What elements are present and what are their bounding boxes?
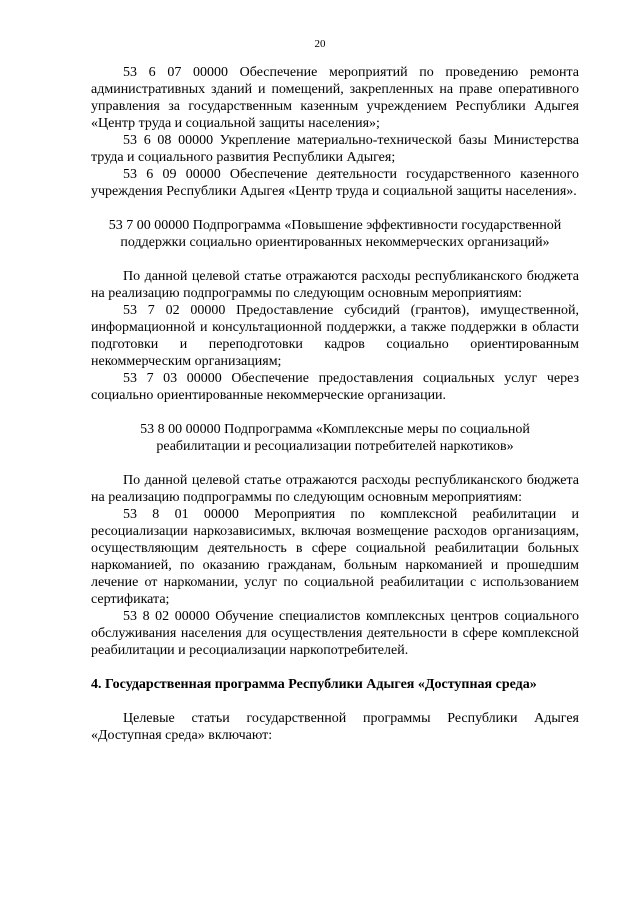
paragraph-item-53-6-07: 53 6 07 00000 Обеспечение мероприятий по проведению ремонта административных зданий и помещений, закрепленных на праве оперативного управления за государственным казенным учреждением Республики Адыгея «Центр труда и социальной защиты населения»;: [91, 65, 579, 131]
paragraph-intro-53-7: По данной целевой статье отражаются расходы республиканского бюджета на реализацию подпрограммы по следующим основным мероприятиям:: [91, 269, 579, 301]
subprogram-heading-53-7: 53 7 00 00000 Подпрограмма «Повышение эффективности государственной поддержки социально ориентированных некоммерческих организаций»: [108, 218, 562, 250]
subprogram-heading-53-8: 53 8 00 00000 Подпрограмма «Комплексные меры по социальной реабилитации и ресоциализации потребителей наркотиков»: [140, 422, 530, 454]
paragraph-item-53-8-02: 53 8 02 00000 Обучение специалистов комплексных центров социального обслуживания населения для осуществления деятельности в сфере комплексной реабилитации и ресоциализации наркопотребителей.: [91, 609, 579, 658]
paragraph-item-53-8-01: 53 8 01 00000 Мероприятия по комплексной реабилитации и ресоциализации наркозависимых, включая возмещение расходов организациям, осуществляющим деятельность в сфере социальной реабилитации больных наркоманией, по оказанию гражданам, больным наркоманией и прошедшим лечение от наркомании, услуг по социальной реабилитации с использованием сертификата;: [91, 507, 579, 607]
page-number: 20: [314, 38, 326, 50]
paragraph-item-53-7-03: 53 7 03 00000 Обеспечение предоставления социальных услуг через социально ориентированные некоммерческие организации.: [91, 371, 579, 403]
section-heading-4: 4. Государственная программа Республики Адыгея «Доступная среда»: [91, 677, 537, 692]
page-body: [91, 64, 579, 744]
paragraph-section-4-intro: Целевые статьи государственной программы Республики Адыгея «Доступная среда» включают:: [91, 711, 579, 743]
paragraph-item-53-6-09: 53 6 09 00000 Обеспечение деятельности государственного казенного учреждения Республики Адыгея «Центр труда и социальной защиты населения».: [91, 167, 579, 199]
paragraph-item-53-6-08: 53 6 08 00000 Укрепление материально-технической базы Министерства труда и социального развития Республики Адыгея;: [91, 133, 579, 165]
paragraph-intro-53-8: По данной целевой статье отражаются расходы республиканского бюджета на реализацию подпрограммы по следующим основным мероприятиям:: [91, 473, 579, 505]
paragraph-item-53-7-02: 53 7 02 00000 Предоставление субсидий (грантов), имущественной, информационной и консультационной поддержки, а также поддержки в области подготовки и переподготовки кадров социально ориентированным некоммерческим организациям;: [91, 303, 579, 369]
